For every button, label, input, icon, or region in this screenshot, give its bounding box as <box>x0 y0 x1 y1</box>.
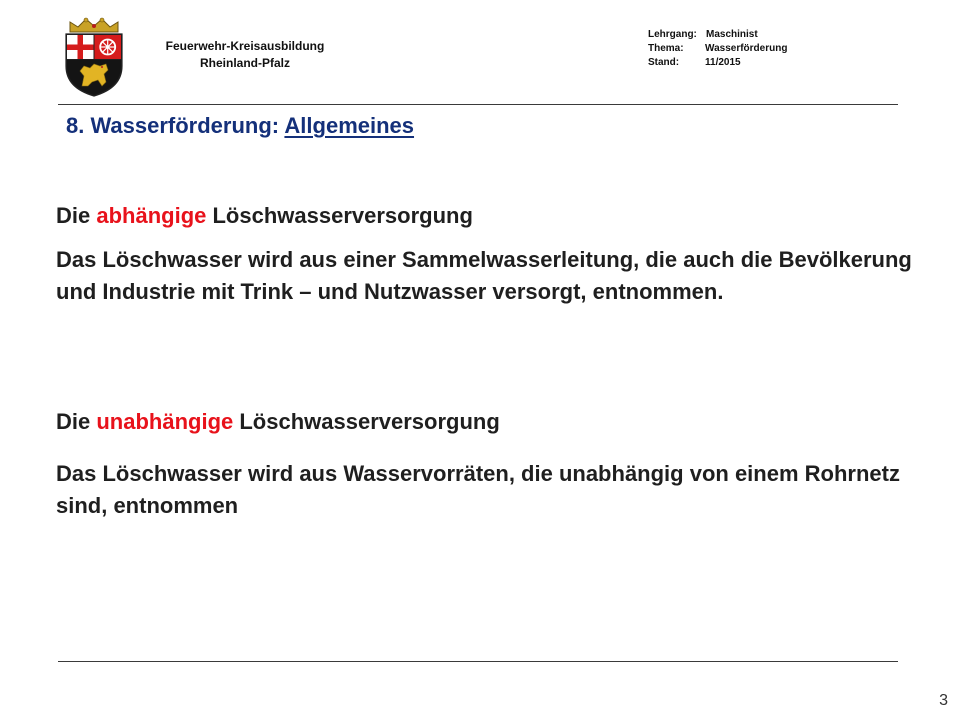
slide-title <box>66 112 414 140</box>
course-label: Lehrgang: <box>648 29 697 40</box>
topic-value: Wasserförderung <box>705 43 788 54</box>
topic-label: Thema: <box>648 43 684 54</box>
date-value: 11/2015 <box>705 57 741 68</box>
date-label: Stand: <box>648 57 680 68</box>
course-value: Maschinist <box>706 29 758 40</box>
section-text-independent: Das Löschwasser wird aus Wasservorräten, die unabhängig von einem Rohrnetz sind, entnommen <box>56 461 900 518</box>
title-prefix: 8. Wasserförderung: <box>66 113 285 138</box>
organization-name: Feuerwehr-Kreisausbildung <box>165 39 325 53</box>
heading-accent: abhängige <box>96 203 207 228</box>
heading-text: Die <box>56 409 97 434</box>
section-heading-independent <box>56 408 500 436</box>
heading-text: Die <box>56 203 97 228</box>
heading-text: Löschwasserversorgung <box>206 203 473 228</box>
organization-block <box>150 38 340 72</box>
title-subtitle: Allgemeines <box>284 113 415 138</box>
course-meta <box>648 28 787 70</box>
page-number: 3 <box>939 692 948 709</box>
rheinland-pfalz-coat-of-arms-icon <box>62 16 126 98</box>
date-row <box>648 56 787 70</box>
section-heading-dependent <box>56 202 473 230</box>
footer-divider <box>58 661 898 662</box>
section-text-dependent: Das Löschwasser wird aus einer Sammelwasserleitung, die auch die Bevölkerung und Industrie mit Trink – und Nutzwasser versorgt, entnommen. <box>56 247 912 304</box>
heading-text: Löschwasserversorgung <box>233 409 500 434</box>
header-divider <box>58 104 898 105</box>
heading-accent: unabhängige <box>96 409 234 434</box>
topic-row <box>648 42 787 56</box>
organization-region: Rheinland-Pfalz <box>199 56 290 70</box>
course-row <box>648 28 787 42</box>
